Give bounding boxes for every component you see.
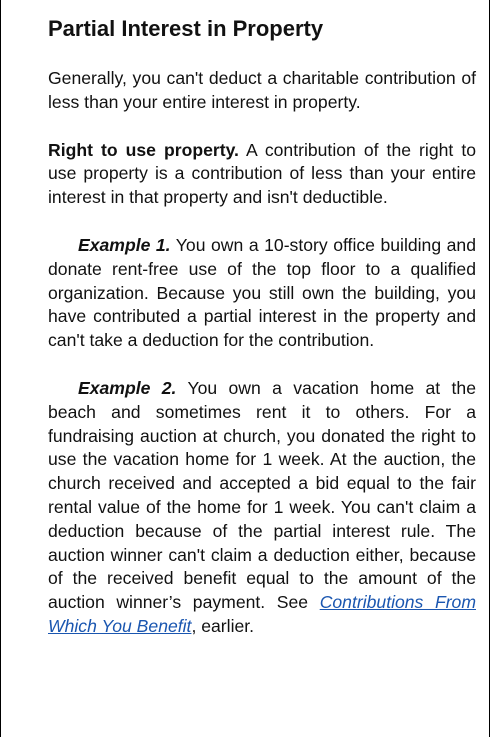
example-1-heading: Example 1. — [78, 234, 171, 255]
contributions-from-which-you-benefit-link[interactable]: Contributions From Which You Benefit — [48, 592, 476, 636]
document-content — [48, 15, 476, 639]
example-2-text: You own a vacation home at the beach and sometimes rent it to others. For a fundraising auction at church, you donated the right to use the vacation home for 1 week. At the auction, the church received and accepted a bid equal to the fair rental value of the home for 1 week. You can't claim a deduction because of the partial interest rule. The auction winner can't claim a deduction either, because of the received benefit equal to the amount of the auction winner’s payment. See — [48, 377, 477, 613]
intro-text: Generally, you can't deduct a charitable contribution of less than your entire interest in property. — [48, 68, 476, 112]
intro-paragraph — [48, 67, 476, 115]
right-to-use-text: A contribution of the right to use property is a contribution of less than your entire interest in that property and isn't deductible. — [48, 139, 476, 208]
right-to-use-heading: Right to use property. — [48, 139, 239, 160]
example-2-heading: Example 2. — [78, 377, 177, 398]
example-2-tail: , earlier. — [191, 615, 255, 636]
example-1-paragraph — [48, 234, 476, 353]
example-1-text: You own a 10-story office building and donate rent-free use of the top floor to a qualified organization. Because you still own the building, you have contributed a partial interest in the property and can't take a deduction for the contribution. — [48, 234, 476, 351]
section-title: Partial Interest in Property — [48, 16, 324, 41]
right-to-use-paragraph — [48, 139, 476, 210]
example-2-paragraph — [48, 377, 476, 639]
